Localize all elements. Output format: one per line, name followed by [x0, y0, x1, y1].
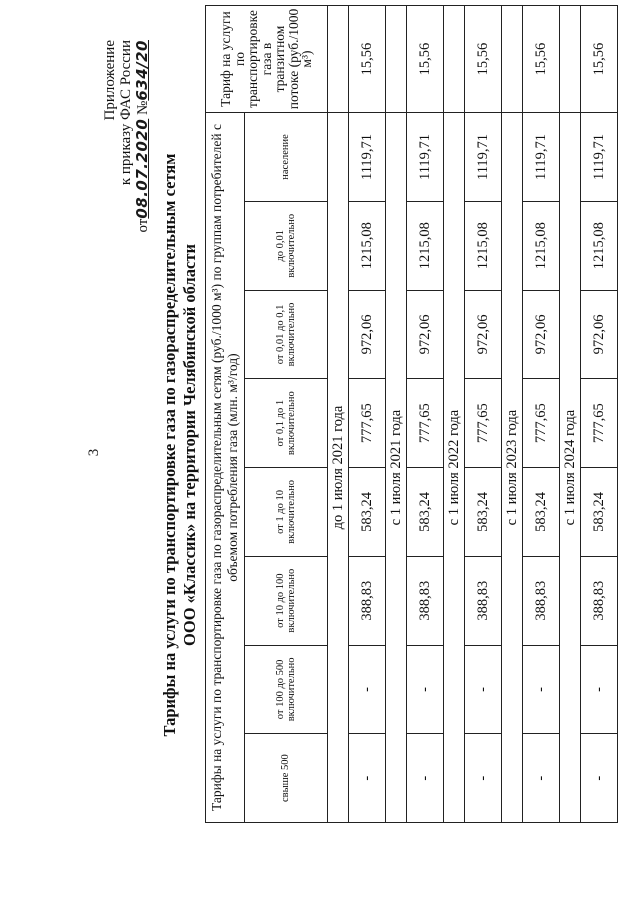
order-line: [134, 40, 151, 250]
table-header: [206, 6, 328, 823]
group-header-cell: Тарифы на услуги по транспортировке газа по газораспределительным сетям (руб./1000 м³) по группам потребителей с объемом потребления газа (млн. м³/год): [206, 113, 245, 823]
period-row: [502, 6, 523, 823]
tariff-value-cell: -: [465, 734, 502, 823]
appendix-order-ref: к приказу ФАС России: [118, 40, 134, 186]
table-row: [465, 6, 502, 823]
period-transit-blank: [502, 6, 523, 113]
tariff-value-cell: 972,06: [349, 290, 386, 379]
column-header: от 1 до 10 включительно: [245, 468, 328, 557]
period-label: до 1 июля 2021 года: [328, 113, 349, 823]
period-row: [444, 6, 465, 823]
tariff-value-cell: 583,24: [465, 468, 502, 557]
tariff-value-cell: 388,83: [349, 556, 386, 645]
tariff-value-cell: 1119,71: [465, 113, 502, 202]
period-row: [560, 6, 581, 823]
tariff-value-cell: 15,56: [407, 6, 444, 113]
tariff-value-cell: 583,24: [349, 468, 386, 557]
period-label: с 1 июля 2023 года: [502, 113, 523, 823]
header-row-columns: [245, 6, 328, 823]
tariff-value-cell: -: [523, 734, 560, 823]
tariff-value-cell: 1215,08: [349, 201, 386, 290]
column-header: до 0,01 включительно: [245, 201, 328, 290]
tariff-value-cell: 388,83: [581, 556, 618, 645]
tariff-value-cell: 1119,71: [407, 113, 444, 202]
page-number: 3: [86, 448, 102, 457]
tariff-value-cell: -: [523, 645, 560, 734]
table-body: [328, 6, 618, 823]
tariff-value-cell: 777,65: [523, 379, 560, 468]
order-prefix: от: [135, 218, 151, 233]
period-row: [386, 6, 407, 823]
period-transit-blank: [328, 6, 349, 113]
tariff-value-cell: 1215,08: [407, 201, 444, 290]
tariff-value-cell: 777,65: [581, 379, 618, 468]
column-header: от 0,1 до 1 включительно: [245, 379, 328, 468]
tariff-value-cell: 583,24: [407, 468, 444, 557]
period-row: [328, 6, 349, 823]
tariff-value-cell: 972,06: [407, 290, 444, 379]
tariff-value-cell: 1215,08: [465, 201, 502, 290]
column-header: от 0,01 до 0,1 включительно: [245, 290, 328, 379]
tariff-value-cell: 777,65: [349, 379, 386, 468]
order-number-prefix: №: [135, 100, 151, 115]
title-line-1: Тарифы на услуги по транспортировке газа по газораспределительным сетям: [160, 153, 179, 737]
table-row: [349, 6, 386, 823]
period-transit-blank: [386, 6, 407, 113]
tariff-value-cell: -: [581, 734, 618, 823]
period-label: с 1 июля 2024 года: [560, 113, 581, 823]
tariff-value-cell: 1119,71: [581, 113, 618, 202]
tariff-value-cell: 388,83: [523, 556, 560, 645]
tariff-value-cell: -: [581, 645, 618, 734]
tariff-value-cell: 388,83: [465, 556, 502, 645]
transit-header-cell: Тариф на услуги по транспортировке газа в транзитном потоке (руб./1000 м³): [206, 6, 328, 113]
tariff-value-cell: -: [349, 645, 386, 734]
tariff-value-cell: 15,56: [581, 6, 618, 113]
document-title: [160, 115, 200, 775]
tariff-value-cell: -: [407, 645, 444, 734]
tariff-table: [205, 5, 618, 823]
tariff-value-cell: 1119,71: [523, 113, 560, 202]
appendix-title: Приложение: [102, 40, 118, 121]
tariff-value-cell: 1215,08: [523, 201, 560, 290]
column-header: население: [245, 113, 328, 202]
column-header: от 10 до 100 включительно: [245, 556, 328, 645]
tariff-value-cell: 388,83: [407, 556, 444, 645]
tariff-value-cell: 777,65: [465, 379, 502, 468]
tariff-value-cell: -: [465, 645, 502, 734]
tariff-value-cell: -: [407, 734, 444, 823]
tariff-value-cell: 15,56: [465, 6, 502, 113]
tariff-value-cell: 583,24: [523, 468, 560, 557]
tariff-value-cell: -: [349, 734, 386, 823]
appendix-block: [102, 40, 151, 250]
tariff-value-cell: 972,06: [581, 290, 618, 379]
tariff-value-cell: 972,06: [523, 290, 560, 379]
tariff-value-cell: 583,24: [581, 468, 618, 557]
table-row: [523, 6, 560, 823]
tariff-value-cell: 15,56: [523, 6, 560, 113]
period-transit-blank: [444, 6, 465, 113]
column-header: свыше 500: [245, 734, 328, 823]
table-row: [581, 6, 618, 823]
tariff-value-cell: 15,56: [349, 6, 386, 113]
order-date: 08.07.2020: [133, 118, 151, 219]
table-row: [407, 6, 444, 823]
header-row-group: [206, 6, 245, 823]
period-label: с 1 июля 2021 года: [386, 113, 407, 823]
order-number: 634/20: [133, 40, 151, 101]
tariff-value-cell: 1215,08: [581, 201, 618, 290]
period-transit-blank: [560, 6, 581, 113]
tariff-value-cell: 972,06: [465, 290, 502, 379]
title-line-2: ООО «Классик» на территории Челябинской области: [180, 244, 199, 646]
period-label: с 1 июля 2022 года: [444, 113, 465, 823]
tariff-value-cell: 777,65: [407, 379, 444, 468]
tariff-value-cell: 1119,71: [349, 113, 386, 202]
column-header: от 100 до 500 включительно: [245, 645, 328, 734]
